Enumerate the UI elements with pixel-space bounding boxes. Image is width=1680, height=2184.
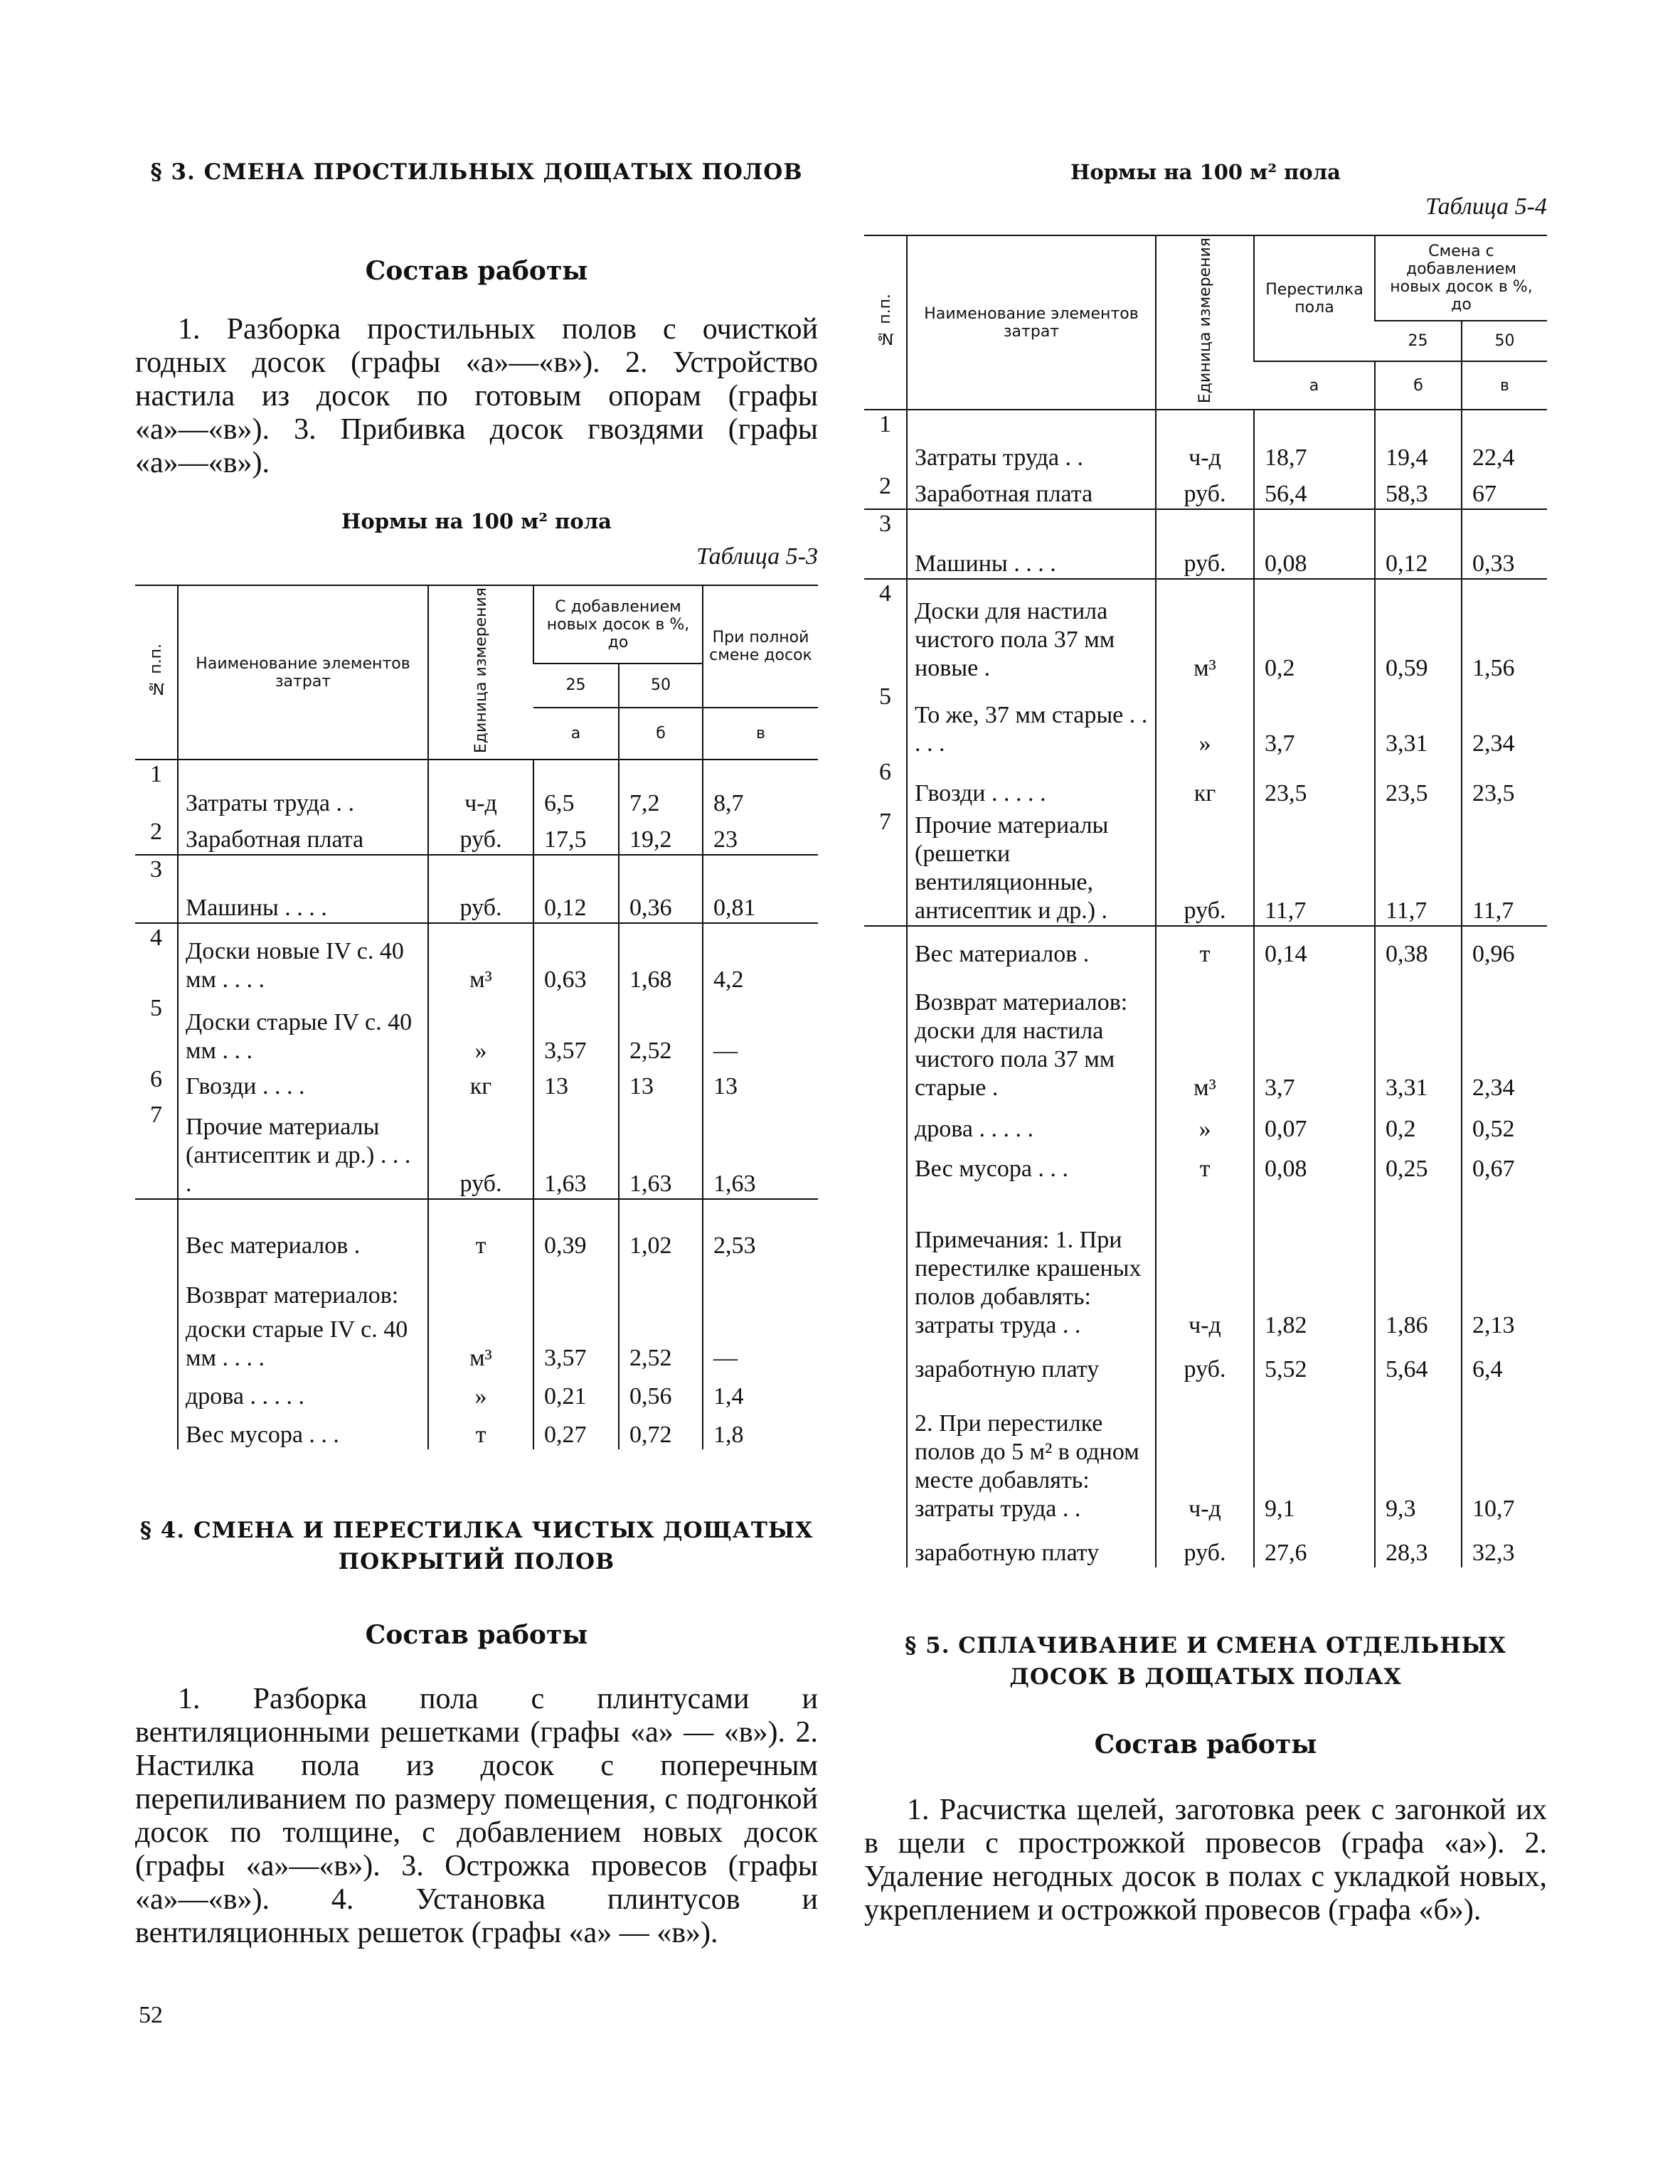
cell-val-v: 2,34 xyxy=(1462,969,1547,1102)
cell-val-b: 2,52 xyxy=(619,994,703,1065)
cell-name: Доски старые IV с. 40 мм . . . xyxy=(178,994,428,1065)
cell-val-a: 3,57 xyxy=(533,994,619,1065)
table-row xyxy=(864,472,1547,509)
cell-val-v: 8,7 xyxy=(703,760,818,818)
cell-name: Вес материалов . xyxy=(907,926,1156,969)
cell-name: Возврат материалов: xyxy=(178,1260,428,1310)
cell-num: 2 xyxy=(864,472,907,509)
cell-val-b: 19,2 xyxy=(619,818,703,855)
cell-val-v: 1,4 xyxy=(703,1373,818,1411)
cell-val-b: 0,38 xyxy=(1375,926,1462,969)
table-5-4-col-v: в xyxy=(1462,361,1547,410)
table-5-4-relay-header: Перестилка пола xyxy=(1254,235,1375,361)
cell-val-b: 0,59 xyxy=(1375,579,1462,683)
cell-val-a: 1,63 xyxy=(533,1101,619,1199)
cell-num: 7 xyxy=(864,808,907,926)
table-row xyxy=(864,969,1547,1102)
table-5-4-name-header: Наименование элементов затрат xyxy=(907,235,1156,410)
cell-val-a: 17,5 xyxy=(533,818,619,855)
cell-name: доски старые IV с. 40 мм . . . . xyxy=(178,1310,428,1373)
cell-num xyxy=(135,1310,178,1373)
cell-unit: » xyxy=(428,1373,533,1411)
cell-val-v: 1,56 xyxy=(1462,579,1547,683)
table-5-3-name-header: Наименование элементов затрат xyxy=(178,585,428,760)
table-5-3-num-header: № п.п. xyxy=(135,585,178,760)
cell-unit: руб. xyxy=(1156,509,1254,579)
table-5-4-p25: 25 xyxy=(1375,321,1462,361)
cell-name: Вес материалов . xyxy=(178,1199,428,1260)
cell-val-a: 0,12 xyxy=(533,855,619,923)
cell-val-b xyxy=(619,1260,703,1310)
table-row xyxy=(135,1310,818,1373)
cell-unit: руб. xyxy=(428,855,533,923)
cell-val-a: 0,63 xyxy=(533,923,619,994)
cell-val-v: — xyxy=(703,994,818,1065)
cell-unit: т xyxy=(428,1199,533,1260)
table-5-3-full-header: При полной смене досок xyxy=(703,585,818,708)
cell-num: 1 xyxy=(150,761,162,788)
cell-num xyxy=(864,1384,907,1523)
cell-unit: т xyxy=(1156,926,1254,969)
cell-val-v: 1,8 xyxy=(703,1411,818,1449)
cell-val-b: 0,25 xyxy=(1375,1144,1462,1183)
cell-num xyxy=(864,1102,907,1144)
cell-name: Заработная плата xyxy=(178,818,428,855)
section-4-title: § 4. СМЕНА И ПЕРЕСТИЛКА ЧИСТЫХ ДОЩАТЫХ ПОКРЫТИЙ ПОЛОВ xyxy=(139,1518,814,1575)
cell-val-a: 9,1 xyxy=(1254,1384,1375,1523)
cell-val-a: 5,52 xyxy=(1254,1340,1375,1384)
cell-val-a: 27,6 xyxy=(1254,1523,1375,1567)
table-5-4-unit-header: Единица измерения xyxy=(1156,235,1254,410)
cell-val-b: 1,02 xyxy=(619,1199,703,1260)
table-5-3-col-v: в xyxy=(703,708,818,760)
cell-num: 3 xyxy=(864,509,907,579)
cell-val-a: 3,57 xyxy=(533,1310,619,1373)
cell-name: Примечания: 1. При перестилке крашеных полов добавлять: затраты труда . . xyxy=(907,1183,1156,1340)
cell-name: Возврат материалов: доски для настила чистого пола 37 мм старые . xyxy=(907,969,1156,1102)
cell-unit: руб. xyxy=(1156,808,1254,926)
cell-unit: руб. xyxy=(1156,472,1254,509)
table-5-3-col-b: б xyxy=(619,708,703,760)
cell-val-b: 3,31 xyxy=(1375,969,1462,1102)
table-row xyxy=(864,1183,1547,1340)
cell-val-v: 22,4 xyxy=(1462,410,1547,472)
cell-unit: м³ xyxy=(428,1310,533,1373)
table-5-4-col-b: б xyxy=(1375,361,1462,410)
table-row xyxy=(135,1260,818,1310)
table-row xyxy=(864,1523,1547,1567)
cell-num xyxy=(135,1260,178,1310)
cell-val-v: 0,33 xyxy=(1462,509,1547,579)
table-5-4-norms: Нормы на 100 м² пола xyxy=(1070,160,1341,184)
cell-unit: » xyxy=(1156,683,1254,758)
cell-val-b: 0,2 xyxy=(1375,1102,1462,1144)
cell-val-v: 4,2 xyxy=(703,923,818,994)
cell-val-b: 13 xyxy=(619,1065,703,1101)
table-row xyxy=(864,410,1547,472)
table-5-4-col-a: а xyxy=(1254,361,1375,410)
section-5-subtitle: Состав работы xyxy=(1094,1730,1317,1759)
cell-val-a: 18,7 xyxy=(1254,410,1375,472)
cell-unit: » xyxy=(428,994,533,1065)
cell-val-v: 6,4 xyxy=(1462,1340,1547,1384)
cell-val-b: 0,72 xyxy=(619,1411,703,1449)
table-row xyxy=(864,808,1547,926)
table-row xyxy=(864,579,1547,683)
table-row xyxy=(135,1065,818,1101)
cell-val-a xyxy=(533,1260,619,1310)
table-row xyxy=(135,994,818,1065)
table-5-3-p50: 50 xyxy=(619,664,703,707)
cell-val-b: 1,63 xyxy=(619,1101,703,1199)
cell-val-v xyxy=(703,1260,818,1310)
cell-val-a: 0,39 xyxy=(533,1199,619,1260)
cell-unit: руб. xyxy=(1156,1523,1254,1567)
table-5-3-label: Таблица 5-3 xyxy=(696,543,818,570)
section-4-subtitle: Состав работы xyxy=(365,1620,588,1650)
table-5-4-num-header: № п.п. xyxy=(864,235,907,410)
cell-val-v: 2,34 xyxy=(1462,683,1547,758)
cell-num xyxy=(135,1373,178,1411)
cell-name: Затраты труда . . xyxy=(907,410,1156,472)
cell-num: 3 xyxy=(135,855,178,923)
table-row xyxy=(864,926,1547,969)
cell-val-b: 19,4 xyxy=(1375,410,1462,472)
cell-num xyxy=(135,1199,178,1260)
cell-val-b: 28,3 xyxy=(1375,1523,1462,1567)
cell-val-a: 23,5 xyxy=(1254,758,1375,808)
table-row xyxy=(135,818,818,855)
cell-name: Машины . . . . xyxy=(178,855,428,923)
cell-name: заработную плату xyxy=(907,1340,1156,1384)
cell-unit: ч-д xyxy=(1156,410,1254,472)
cell-val-v: 2,13 xyxy=(1462,1183,1547,1340)
cell-num xyxy=(864,1183,907,1340)
cell-num xyxy=(864,1144,907,1183)
cell-num: 4 xyxy=(150,925,162,952)
table-row xyxy=(135,1373,818,1411)
cell-name: Заработная плата xyxy=(907,472,1156,509)
section-4-text: 1. Разборка пола с плинтусами и вентиляционными решетками (графы «а» — «в»). 2. Настилка пола из досок с поперечным перепиливанием по размеру помещения, с подгонкой досок по толщине, с добавлением новых досок (графы «а»—«в»). 3. Острожка провесов (графы «а»—«в»). 4. Установка плинтусов и вентиляционных решеток (графы «а» — «в»). xyxy=(135,1683,818,1949)
cell-name: Вес мусора . . . xyxy=(178,1411,428,1449)
table-row xyxy=(135,923,818,994)
cell-val-a: 6,5 xyxy=(533,760,619,818)
cell-name: дрова . . . . . xyxy=(178,1373,428,1411)
cell-num: 1 xyxy=(879,411,891,438)
cell-val-v: 23,5 xyxy=(1462,758,1547,808)
cell-name: Затраты труда . . xyxy=(178,760,428,818)
table-5-3-group-header: С добавлением новых досок в %, до xyxy=(533,585,703,664)
cell-num: 5 xyxy=(150,995,162,1022)
cell-unit: м³ xyxy=(428,923,533,994)
cell-val-b: 1,86 xyxy=(1375,1183,1462,1340)
cell-val-a: 11,7 xyxy=(1254,808,1375,926)
cell-val-v: — xyxy=(703,1310,818,1373)
table-5-4 xyxy=(864,235,1547,1567)
cell-unit: » xyxy=(1156,1102,1254,1144)
cell-val-a: 13 xyxy=(533,1065,619,1101)
table-5-3-col-a: а xyxy=(533,708,619,760)
cell-name: Вес мусора . . . xyxy=(907,1144,1156,1183)
cell-val-v: 0,52 xyxy=(1462,1102,1547,1144)
cell-name: Гвозди . . . . xyxy=(178,1065,428,1101)
cell-name: То же, 37 мм старые . . . . . xyxy=(907,683,1156,758)
table-5-4-p50: 50 xyxy=(1462,321,1547,361)
section-5-title: § 5. СПЛАЧИВАНИЕ И СМЕНА ОТДЕЛЬНЫХ ДОСОК В ДОЩАТЫХ ПОЛАХ xyxy=(905,1633,1506,1690)
page-number: 52 xyxy=(139,2002,163,2028)
table-row xyxy=(864,1102,1547,1144)
cell-name: Гвозди . . . . . xyxy=(907,758,1156,808)
cell-val-v: 0,67 xyxy=(1462,1144,1547,1183)
cell-val-a: 0,27 xyxy=(533,1411,619,1449)
table-row xyxy=(135,1411,818,1449)
cell-val-a: 0,07 xyxy=(1254,1102,1375,1144)
cell-val-b: 9,3 xyxy=(1375,1384,1462,1523)
section-5-text: 1. Расчистка щелей, заготовка реек с загонкой их в щели с прострожкой провесов (графа «а»). 2. Удаление негодных досок в полах с укладкой новых, укреплением и острожкой провесов (графа «б»). xyxy=(864,1794,1547,1927)
cell-num xyxy=(864,1523,907,1567)
table-row xyxy=(135,1199,818,1260)
table-row xyxy=(135,1101,818,1199)
cell-name: Машины . . . . xyxy=(907,509,1156,579)
cell-unit: ч-д xyxy=(1156,1384,1254,1523)
cell-val-b: 0,56 xyxy=(619,1373,703,1411)
cell-val-a: 3,7 xyxy=(1254,969,1375,1102)
table-5-3-unit-header: Единица измерения xyxy=(428,585,533,760)
cell-num: 4 xyxy=(879,580,891,607)
cell-name: 2. При перестилке полов до 5 м² в одном месте добавлять: затраты труда . . xyxy=(907,1384,1156,1523)
cell-unit: руб. xyxy=(428,818,533,855)
cell-unit: кг xyxy=(1156,758,1254,808)
table-5-3-norms: Нормы на 100 м² пола xyxy=(341,509,612,533)
section-3-text: 1. Разборка простильных полов с очисткой годных досок (графы «а»—«в»). 2. Устройство настила из досок по готовым опорам (графы «а»—«в»). 3. Прибивка досок гвоздями (графы «а»—«в»). xyxy=(135,313,818,479)
cell-num xyxy=(135,1411,178,1449)
cell-name: Доски для настила чистого пола 37 мм новые . xyxy=(907,579,1156,683)
cell-unit: руб. xyxy=(428,1101,533,1199)
cell-name: заработную плату xyxy=(907,1523,1156,1567)
cell-val-v: 13 xyxy=(703,1065,818,1101)
cell-val-v: 1,63 xyxy=(703,1101,818,1199)
cell-val-a: 0,08 xyxy=(1254,1144,1375,1183)
cell-val-v: 67 xyxy=(1462,472,1547,509)
cell-unit: ч-д xyxy=(1156,1183,1254,1340)
cell-unit: м³ xyxy=(1156,579,1254,683)
table-5-4-group-header: Смена с добавлением новых досок в %, до xyxy=(1375,235,1547,321)
cell-val-a: 3,7 xyxy=(1254,683,1375,758)
cell-unit: кг xyxy=(428,1065,533,1101)
cell-val-a: 0,2 xyxy=(1254,579,1375,683)
section-3-title: § 3. СМЕНА ПРОСТИЛЬНЫХ ДОЩАТЫХ ПОЛОВ xyxy=(150,159,803,185)
cell-name: Доски новые IV с. 40 мм . . . . xyxy=(178,923,428,994)
table-row xyxy=(864,1384,1547,1523)
cell-val-b: 2,52 xyxy=(619,1310,703,1373)
cell-val-a: 0,21 xyxy=(533,1373,619,1411)
cell-num: 6 xyxy=(879,759,891,786)
cell-val-b: 0,12 xyxy=(1375,509,1462,579)
cell-num xyxy=(864,969,907,1102)
cell-val-v: 2,53 xyxy=(703,1199,818,1260)
cell-unit xyxy=(428,1260,533,1310)
cell-val-v: 23 xyxy=(703,818,818,855)
cell-num: 7 xyxy=(135,1101,178,1199)
cell-val-v: 10,7 xyxy=(1462,1384,1547,1523)
cell-unit: т xyxy=(1156,1144,1254,1183)
table-5-3 xyxy=(135,585,818,1449)
cell-val-b: 11,7 xyxy=(1375,808,1462,926)
table-row xyxy=(135,855,818,923)
table-row xyxy=(864,683,1547,758)
cell-val-a: 0,08 xyxy=(1254,509,1375,579)
cell-val-b: 7,2 xyxy=(619,760,703,818)
cell-val-v: 11,7 xyxy=(1462,808,1547,926)
table-5-3-p25: 25 xyxy=(533,664,619,707)
cell-num: 2 xyxy=(135,818,178,855)
cell-num: 5 xyxy=(879,683,891,710)
table-row xyxy=(864,1340,1547,1384)
cell-val-b: 0,36 xyxy=(619,855,703,923)
cell-val-a: 1,82 xyxy=(1254,1183,1375,1340)
cell-num xyxy=(864,926,907,969)
table-row xyxy=(864,758,1547,808)
cell-unit: м³ xyxy=(1156,969,1254,1102)
cell-num: 6 xyxy=(150,1066,162,1093)
cell-val-b: 23,5 xyxy=(1375,758,1462,808)
cell-val-b: 5,64 xyxy=(1375,1340,1462,1384)
cell-unit: ч-д xyxy=(428,760,533,818)
cell-val-a: 56,4 xyxy=(1254,472,1375,509)
cell-val-v: 0,81 xyxy=(703,855,818,923)
cell-val-a: 0,14 xyxy=(1254,926,1375,969)
section-3-subtitle: Состав работы xyxy=(365,256,588,286)
cell-val-v: 0,96 xyxy=(1462,926,1547,969)
cell-num xyxy=(864,1340,907,1384)
cell-unit: руб. xyxy=(1156,1340,1254,1384)
cell-val-b: 3,31 xyxy=(1375,683,1462,758)
table-row xyxy=(864,509,1547,579)
cell-name: Прочие материалы (антисептик и др.) . . . . xyxy=(178,1101,428,1199)
cell-name: Прочие материалы (решетки вентиляционные, антисептик и др.) . xyxy=(907,808,1156,926)
cell-val-b: 1,68 xyxy=(619,923,703,994)
cell-unit: т xyxy=(428,1411,533,1449)
table-row xyxy=(864,1144,1547,1183)
table-5-4-label: Таблица 5-4 xyxy=(1425,193,1547,220)
cell-val-v: 32,3 xyxy=(1462,1523,1547,1567)
cell-name: дрова . . . . . xyxy=(907,1102,1156,1144)
table-row xyxy=(135,760,818,818)
cell-val-b: 58,3 xyxy=(1375,472,1462,509)
